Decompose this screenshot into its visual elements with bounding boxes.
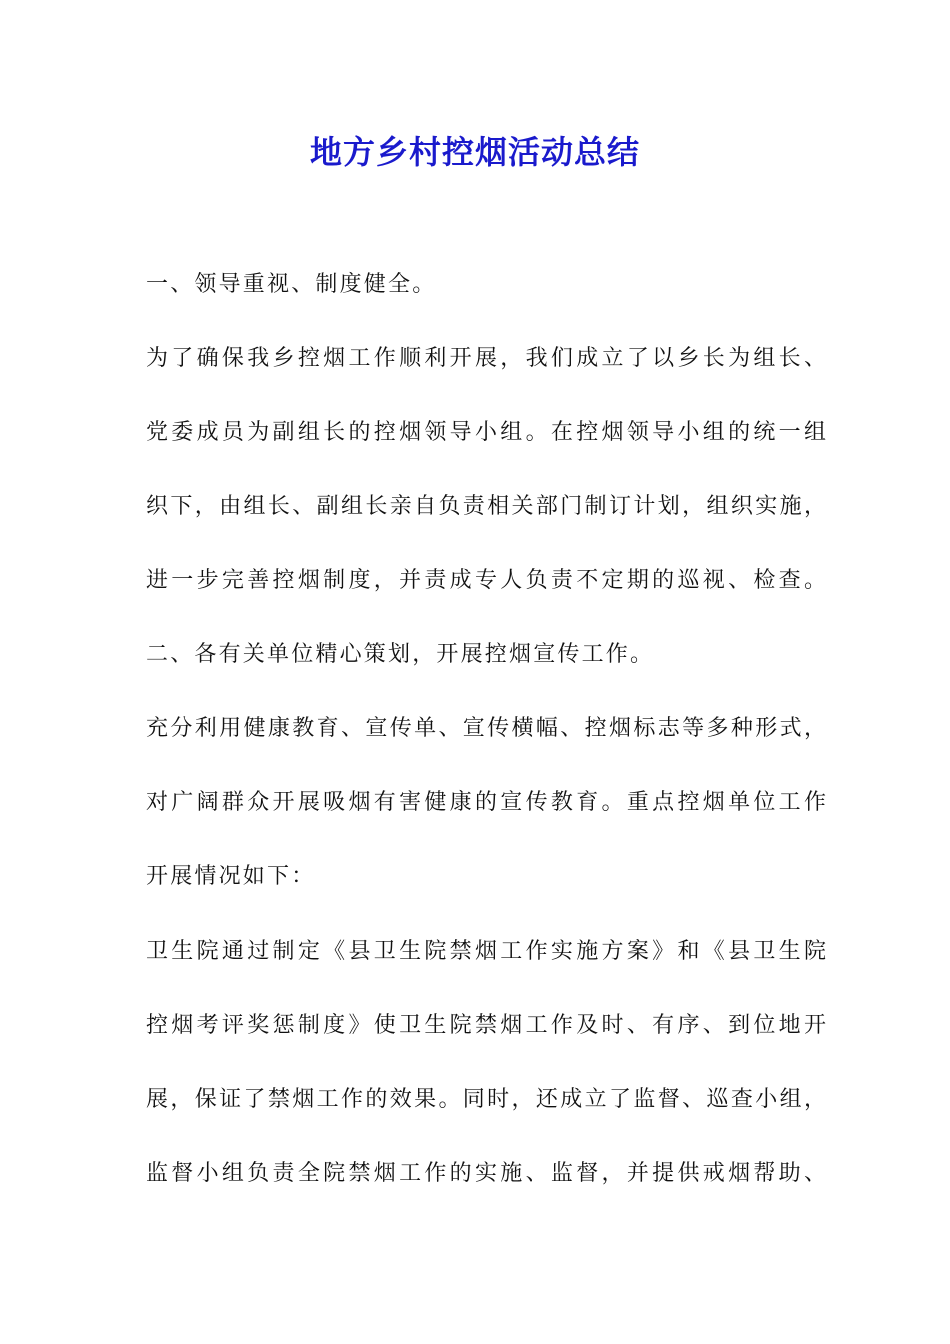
- paragraph-line: 监督小组负责全院禁烟工作的实施、监督，并提供戒烟帮助、: [146, 1161, 826, 1186]
- paragraph-line: 展，保证了禁烟工作的效果。同时，还成立了监督、巡查小组，: [146, 1087, 826, 1112]
- paragraph-line: 进一步完善控烟制度，并责成专人负责不定期的巡视、检查。: [146, 568, 826, 593]
- paragraph-line: 开展情况如下：: [146, 864, 316, 889]
- paragraph-line: 充分利用健康教育、宣传单、宣传横幅、控烟标志等多种形式，: [146, 716, 826, 741]
- paragraph-line: 织下，由组长、副组长亲自负责相关部门制订计划，组织实施，: [146, 494, 826, 519]
- section-heading-1: 一、领导重视、制度健全。: [146, 272, 437, 297]
- section-heading-2: 二、各有关单位精心策划，开展控烟宣传工作。: [146, 642, 655, 667]
- paragraph-line: 对广阔群众开展吸烟有害健康的宣传教育。重点控烟单位工作: [146, 790, 826, 815]
- paragraph-line: 为了确保我乡控烟工作顺利开展，我们成立了以乡长为组长、: [146, 346, 826, 371]
- document-title: 地方乡村控烟活动总结: [309, 133, 640, 171]
- paragraph-line: 控烟考评奖惩制度》使卫生院禁烟工作及时、有序、到位地开: [146, 1013, 826, 1038]
- paragraph-line: 党委成员为副组长的控烟领导小组。在控烟领导小组的统一组: [146, 420, 826, 445]
- paragraph-line: 卫生院通过制定《县卫生院禁烟工作实施方案》和《县卫生院: [146, 939, 826, 964]
